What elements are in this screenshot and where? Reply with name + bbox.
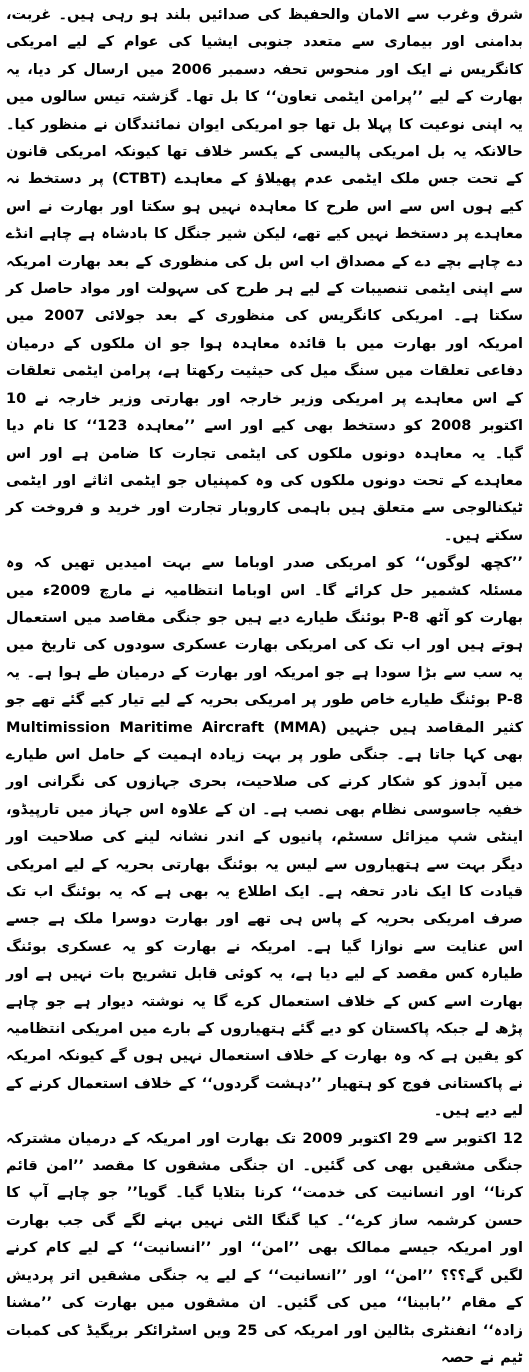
article-paragraph-1: شرق وغرب سے الامان والحفیظ کی صدائیں بلند ہو رہی ہیں۔ غربت، بدامنی اور بیماری سے متعدد جنوبی ایشیا کی عوام کے لیے امریکی کانگریس نے ایک اور منحوس تحفہ دسمبر 2006 میں ارسال کر دیا، یہ بھارت کے لیے ’’پرامن ایٹمی تعاون‘‘ کا بل تھا۔ گزشتہ تیس سالوں میں یہ اپنی نوعیت کا پہلا بل تھا جو امریکی ایوان نمائندگان نے منظور کیا۔ حالانکہ یہ بل امریکی پالیسی کے یکسر خلاف تھا کیونکہ امریکی قانون کے تحت جس ملک ایٹمی عدم پھیلاؤ کے معاہدے (CTBT) پر دستخط نہ کیے ہوں اس سے اس طرح کا معاہدہ نہیں ہو سکتا اور بھارت نے اس معاہدے پر دستخط نہیں کیے تھے، لیکن شیر جنگل کا بادشاہ ہے چاہے انڈے دے چاہے بچے دے کے مصداق اب اس بل کی منظوری کے بعد بھارت امریکہ سے اپنی ایٹمی تنصیبات کے لیے ہر طرح کی سہولت اور مواد حاصل کر سکتا ہے۔ امریکی کانگریس کی منظوری کے بعد جولائی 2007 میں امریکہ اور بھارت میں با قائدہ معاہدہ ہوا جو ان ملکوں کے درمیان دفاعی تعلقات میں سنگ میل کی حیثیت رکھتا ہے، پرامن ایٹمی تعلقات کے اس معاہدے پر امریکی وزیر خارجہ اور بھارتی وزیر خارجہ نے 10 اکتوبر 2008 کو دستخط بھی کیے اور اسے ’’معاہدہ 123‘‘ کا نام دیا گیا۔ یہ معاہدہ دونوں ملکوں کی ایٹمی تجارت کا ضامن ہے اور اس معاہدے کے تحت دونوں ملکوں کی وہ کمپنیاں جو ایٹمی اثاثے اور ایٹمی ٹیکنالوجی سے متعلق ہیں باہمی کاروبار تجارت اور خرید و فروخت کر سکتے ہیں۔ bbox=[6, 7, 523, 544]
article-paragraph-3: 12 اکتوبر سے 29 اکتوبر 2009 تک بھارت اور امریکہ کے درمیان مشترکہ جنگی مشقیں بھی کی گئیں۔ ان جنگی مشقوں کا مقصد ’’امن قائم کرنا‘‘ اور انسانیت کی خدمت‘‘ کرنا بتلایا گیا۔ گویا’’ جو چاہے آپ کا حسن کرشمہ ساز کرے‘‘۔ کیا گنگا الٹی نہیں بہنے لگے گی جب بھارت اور امریکہ جیسے ممالک بھی ’’امن‘‘ اور ’’انسانیت‘‘ کے لیے کام کرنے لگیں گے؟؟؟ ’’امن‘‘ اور ’’انسانیت‘‘ کے لیے یہ جنگی مشقیں اتر پردیش کے مقام ’’بابینا‘‘ میں کی گئیں۔ ان مشقوں میں بھارت کی ’’مشنا زادہ‘‘ انفنٹری بٹالین اور امریکہ کی 25 ویں اسٹرائکر بریگیڈ کی کمبات ٹیم نے حصہ bbox=[6, 1130, 523, 1366]
article-paragraph-2: ’’کچھ لوگوں‘‘ کو امریکی صدر اوباما سے بہت امیدیں تھیں کہ وہ مسئلہ کشمیر حل کرائے گا۔ اس اوباما انتظامیہ نے مارچ 2009ء میں بھارت کو آٹھ P-8 بوئنگ طیارے دیے ہیں جو جنگی مقاصد میں استعمال ہوتے ہیں اور اب تک کی امریکی بھارت عسکری سودوں کی تاریخ میں یہ سب سے بڑا سودا ہے جو امریکہ اور بھارت کے درمیان طے ہوا ہے۔ یہ P-8 بوئنگ طیارے خاص طور پر امریکی بحریہ کے لیے تیار کیے گئے تھے جو کثیر المقاصد ہیں جنہیں Multimission Maritime Aircraft (MMA) بھی کہا جاتا ہے۔ جنگی طور پر بہت زیادہ اہمیت کے حامل اس طیارے میں آبدوز کو شکار کرنے کی صلاحیت، بحری جہازوں کی نگرانی اور خفیہ جاسوسی نظام بھی نصب ہے۔ ان کے علاوہ اس جہاز میں تارپیڈو، اینٹی شپ میزائل سسٹم، پانیوں کے اندر نشانہ لینے کی صلاحیت اور دیگر بہت سے ہتھیاروں سے لیس یہ بوئنگ بھارتی بحریہ کے لیے امریکی قیادت کا ایک نادر تحفہ ہے۔ ایک اطلاع یہ بھی ہے کہ یہ بوئنگ اب تک صرف امریکی بحریہ کے پاس ہی تھے اور بھارت دوسرا ملک ہے جسے اس عنایت سے نوازا گیا ہے۔ امریکہ نے بھارت کو یہ عسکری بوئنگ طیارہ کس مقصد کے لیے دیا ہے، یہ کوئی قابل تشریح بات نہیں ہے اور بھارت اسے کس کے خلاف استعمال کرے گا یہ نوشتہ دیوار ہے جو چاہے پڑھ لے جبکہ پاکستان کو دیے گئے ہتھیاروں کے بارے میں امریکی انتظامیہ کو یقین ہے کہ وہ بھارت کے خلاف استعمال نہیں ہوں گے کیونکہ امریکہ نے پاکستانی فوج کو ہتھیار ’’دہشت گردوں‘‘ کے خلاف استعمال کرنے کے لیے دیے ہیں۔ bbox=[6, 555, 523, 1120]
article-body bbox=[6, 0, 523, 1372]
